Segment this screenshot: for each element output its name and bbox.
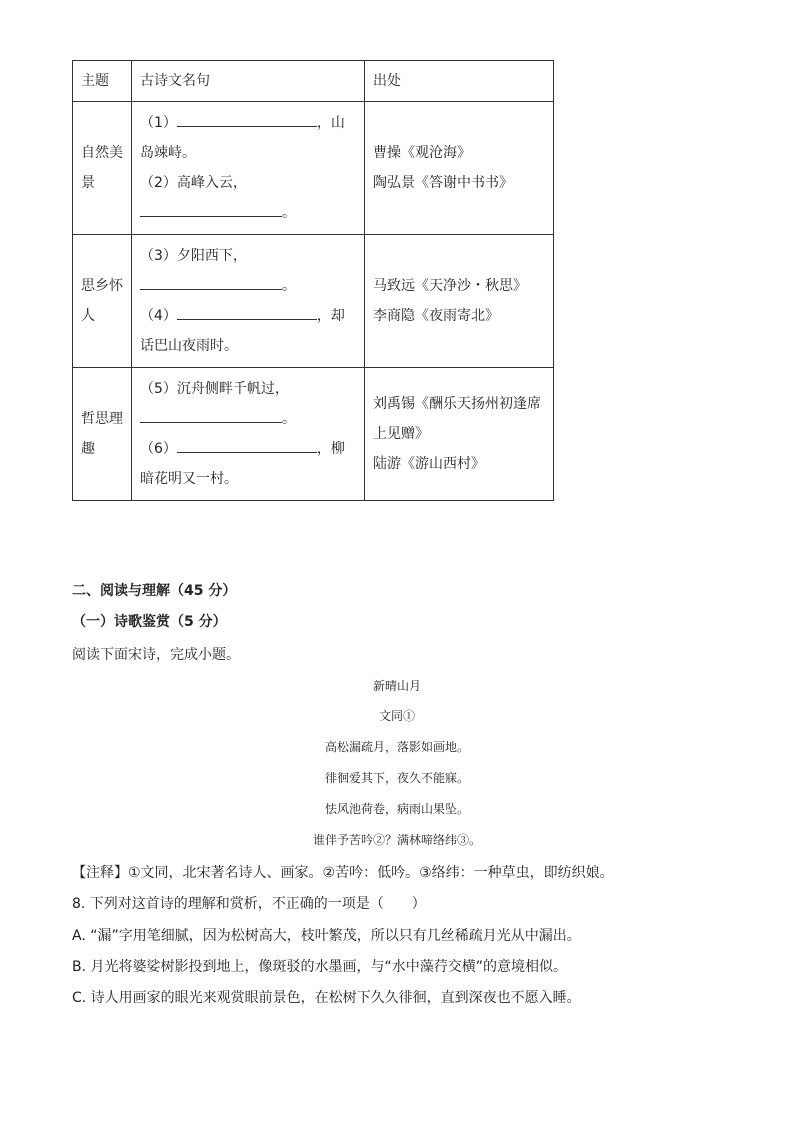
question-3: （3）夕阳西下， xyxy=(140,248,247,264)
header-theme: 主题 xyxy=(73,61,132,102)
table-row xyxy=(73,368,554,501)
poem-line: 怯风池荷卷，病雨山果坠。 xyxy=(324,802,469,816)
question-5: （5）沉舟侧畔千帆过， xyxy=(140,381,289,397)
source-cell xyxy=(365,102,554,235)
annotation-note: 【注释】①文同，北宋著名诗人、画家。②苦吟：低吟。③络纬：一种草虫，即纺织娘。 xyxy=(72,865,614,881)
q4-text: ，却话巴山夜雨时。 xyxy=(140,308,345,354)
question-3-blank-line xyxy=(140,271,356,301)
section-heading: 二、阅读与理解（45 分） xyxy=(72,583,237,599)
q2-end: 。 xyxy=(282,205,296,221)
header-source: 出处 xyxy=(365,61,554,102)
subsection-heading: （一）诗歌鉴赏（5 分） xyxy=(72,614,227,630)
q1-text: ，山岛竦峙。 xyxy=(140,115,345,161)
q3-end: 。 xyxy=(282,278,296,294)
theme-cell: 自然美景 xyxy=(73,102,132,235)
source-text: 李商隐《夜雨寄北》 xyxy=(373,308,499,324)
theme-cell: 思乡怀人 xyxy=(73,235,132,368)
q6-text: ，柳暗花明又一村。 xyxy=(140,441,345,487)
answer-blank-1[interactable] xyxy=(177,110,317,127)
source-cell xyxy=(365,368,554,501)
question-2: （2）高峰入云， xyxy=(140,175,247,191)
source-text: 陆游《游山西村》 xyxy=(373,456,485,472)
theme-cell: 哲思理趣 xyxy=(73,368,132,501)
question-5-blank-line xyxy=(140,404,356,434)
source-text: 曹操《观沧海》 xyxy=(373,145,471,161)
answer-blank-3[interactable] xyxy=(140,273,282,290)
option-b[interactable]: B. 月光将婆娑树影投到地上，像斑驳的水墨画，与“水中藻荇交横”的意境相似。 xyxy=(72,959,568,975)
question-6 xyxy=(140,434,356,494)
q6-number: （6） xyxy=(140,441,177,457)
question-2-blank-line xyxy=(140,198,356,228)
quote-cell xyxy=(132,102,365,235)
source-text: 刘禹锡《酬乐天扬州初逢席上见赠》 xyxy=(373,396,541,442)
question-stem: 8. 下列对这首诗的理解和赏析，不正确的一项是（ ） xyxy=(72,896,426,912)
header-quote: 古诗文名句 xyxy=(132,61,365,102)
instruction-text: 阅读下面宋诗，完成小题。 xyxy=(72,647,240,663)
answer-blank-6[interactable] xyxy=(177,436,317,453)
table-row xyxy=(73,102,554,235)
question-4 xyxy=(140,301,356,361)
poem-line: 徘徊爱其下，夜久不能寐。 xyxy=(324,771,469,785)
poem-author: 文同① xyxy=(378,709,415,723)
q5-end: 。 xyxy=(282,411,296,427)
source-cell xyxy=(365,235,554,368)
question-1 xyxy=(140,108,356,168)
q4-number: （4） xyxy=(140,308,177,324)
option-a[interactable]: A. “漏”字用笔细腻，因为松树高大，枝叶繁茂，所以只有几丝稀疏月光从中漏出。 xyxy=(72,928,581,944)
poem-quote-table xyxy=(72,60,554,501)
q1-number: （1） xyxy=(140,115,177,131)
option-c[interactable]: C. 诗人用画家的眼光来观赏眼前景色，在松树下久久徘徊，直到深夜也不愿入睡。 xyxy=(72,990,581,1006)
table-row xyxy=(73,235,554,368)
answer-blank-4[interactable] xyxy=(177,303,317,320)
poem-title: 新晴山月 xyxy=(372,679,421,693)
poem-line: 高松漏疏月，落影如画地。 xyxy=(324,740,469,754)
answer-blank-5[interactable] xyxy=(140,406,282,423)
quote-cell xyxy=(132,368,365,501)
table-header-row xyxy=(73,61,554,102)
poem-line: 谁伴予苦吟②？满林啼络纬③。 xyxy=(312,833,481,847)
source-text: 马致远《天净沙・秋思》 xyxy=(373,278,527,294)
quote-cell xyxy=(132,235,365,368)
answer-blank-2[interactable] xyxy=(140,200,282,217)
source-text: 陶弘景《答谢中书书》 xyxy=(373,175,513,191)
